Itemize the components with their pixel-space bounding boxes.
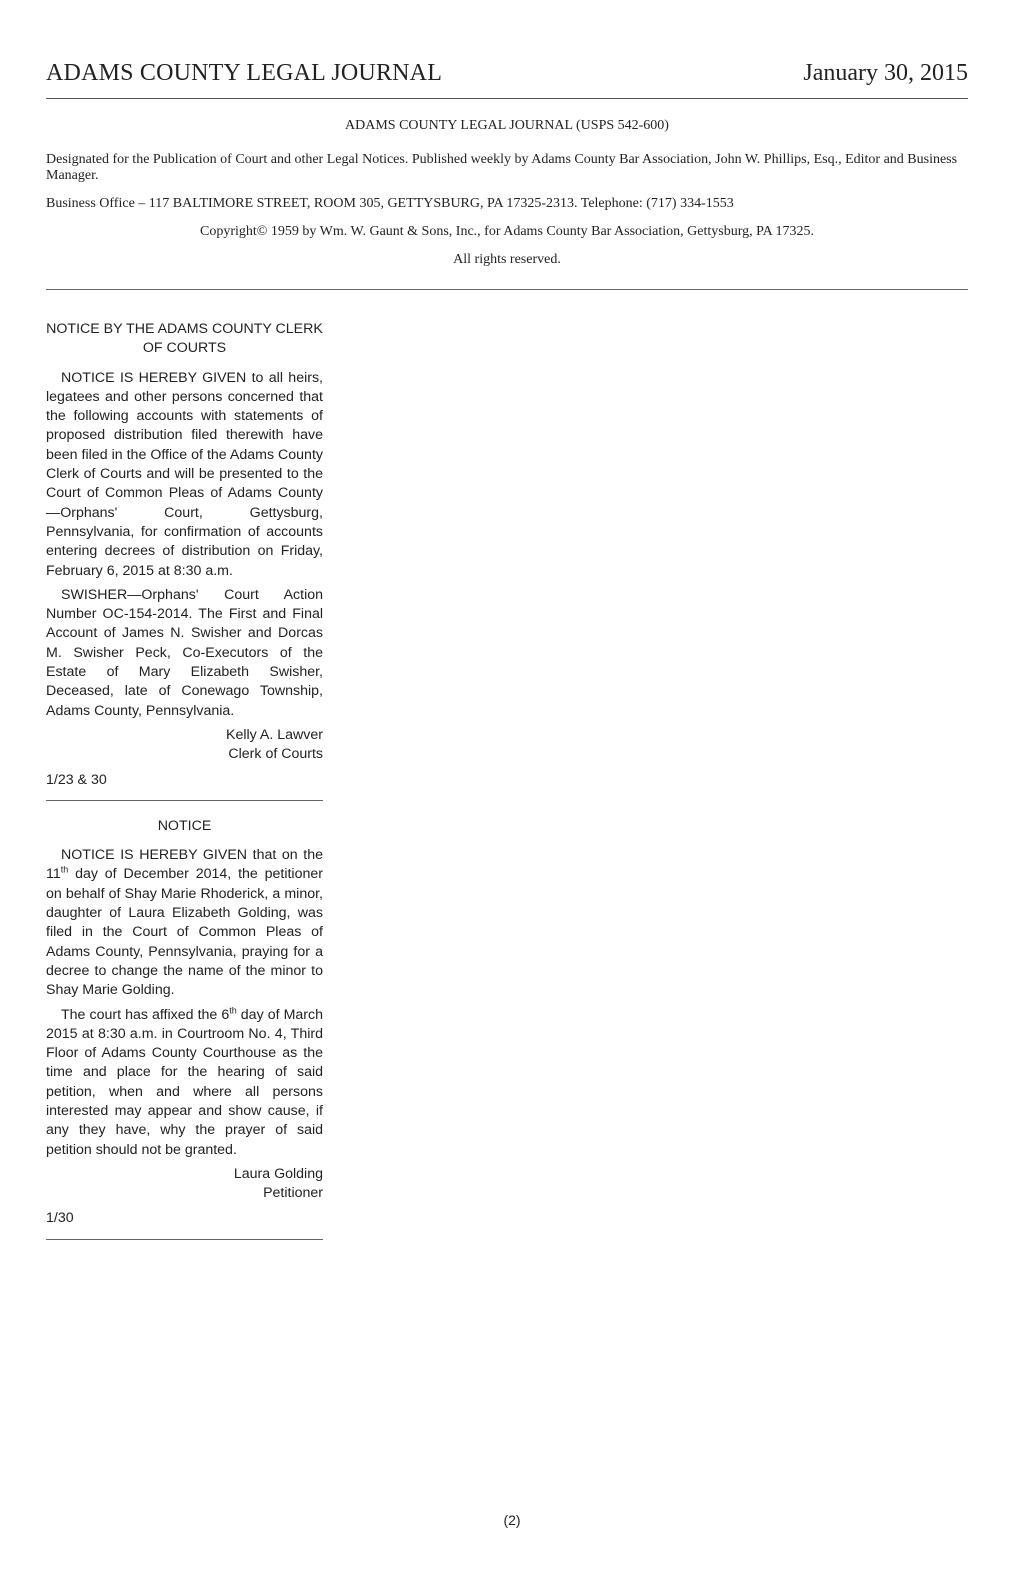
- notice-paragraph: SWISHER—Orphans' Court Action Number OC-154-2014. The First and Final Account of James N. Swisher and Dorcas M. Swisher Peck, Co-Executors of the Estate of Mary Elizabeth Swisher, Deceased, late of Conewago Township, Adams County, Pennsylvania.: [46, 586, 323, 719]
- business-office: Business Office – 117 BALTIMORE STREET, ROOM 305, GETTYSBURG, PA 17325-2313. Telephone: (717) 334-1553: [46, 196, 734, 211]
- publication-dates: 1/30: [46, 1210, 74, 1227]
- running-header: [46, 58, 968, 99]
- notice-clerk-of-courts: [46, 320, 323, 801]
- publication-dates: 1/23 & 30: [46, 771, 107, 788]
- notice-paragraph: [46, 846, 323, 1000]
- paragraph-text: The court has affixed the 6: [61, 1006, 230, 1023]
- signer-name: Laura Golding: [233, 1165, 323, 1182]
- signer-name: Kelly A. Lawver: [226, 726, 323, 743]
- signer-title: Petitioner: [263, 1185, 323, 1202]
- notices-column: [46, 320, 323, 1256]
- notice-divider: [46, 1239, 323, 1240]
- paragraph-text: day of December 2014, the petitioner on behalf of Shay Marie Rhoderick, a minor, daughter of Laura Elizabeth Golding, was filed in the Court of Common Pleas of Adams County, Pennsylvania, praying for a decree to change the name of the minor to Shay Marie Golding.: [46, 866, 323, 999]
- journal-title: ADAMS COUNTY LEGAL JOURNAL: [46, 60, 443, 86]
- issue-date: January 30, 2015: [803, 60, 968, 86]
- copyright-line: Copyright© 1959 by Wm. W. Gaunt & Sons, Inc., for Adams County Bar Association, Gettysburg, PA 17325.: [200, 224, 814, 239]
- paragraph-text: NOTICE IS HEREBY GIVEN that on the 11: [46, 847, 323, 883]
- ordinal-suffix: th: [229, 1004, 237, 1015]
- paragraph-text: day of March 2015 at 8:30 a.m. in Courtroom No. 4, Third Floor of Adams County Courthouse as the time and place for the hearing of said petition, when and where all persons interested may appear and show cause, if any they have, why the prayer of said petition should not be granted.: [46, 1006, 323, 1158]
- notice-divider: [46, 800, 323, 801]
- masthead: [46, 118, 968, 268]
- ordinal-suffix: th: [60, 864, 69, 875]
- notice-heading: NOTICE BY THE ADAMS COUNTY CLERK OF COURTS: [46, 321, 323, 357]
- notice-paragraph: NOTICE IS HEREBY GIVEN to all heirs, legatees and other persons concerned that the following accounts with statements of proposed distribution filed therewith have been filed in the Office of the Adams County Clerk of Courts and will be presented to the Court of Common Pleas of Adams County—Orphans' Court, Gettysburg, Pennsylvania, for confirmation of accounts entering decrees of distribution on Friday, February 6, 2015 at 8:30 a.m.: [46, 369, 323, 579]
- masthead-divider: [46, 289, 968, 290]
- masthead-title: ADAMS COUNTY LEGAL JOURNAL (USPS 542-600): [345, 118, 669, 133]
- masthead-description: Designated for the Publication of Court and other Legal Notices. Published weekly by Adams County Bar Association, John W. Phillips, Esq., Editor and Business Manager.: [46, 152, 958, 183]
- notice-heading: NOTICE: [157, 817, 212, 834]
- notice-name-change: [46, 817, 323, 1240]
- signer-title: Clerk of Courts: [228, 746, 323, 763]
- page-number: (2): [503, 1512, 521, 1528]
- rights-line: All rights reserved.: [453, 252, 561, 267]
- notice-paragraph: [46, 1006, 323, 1160]
